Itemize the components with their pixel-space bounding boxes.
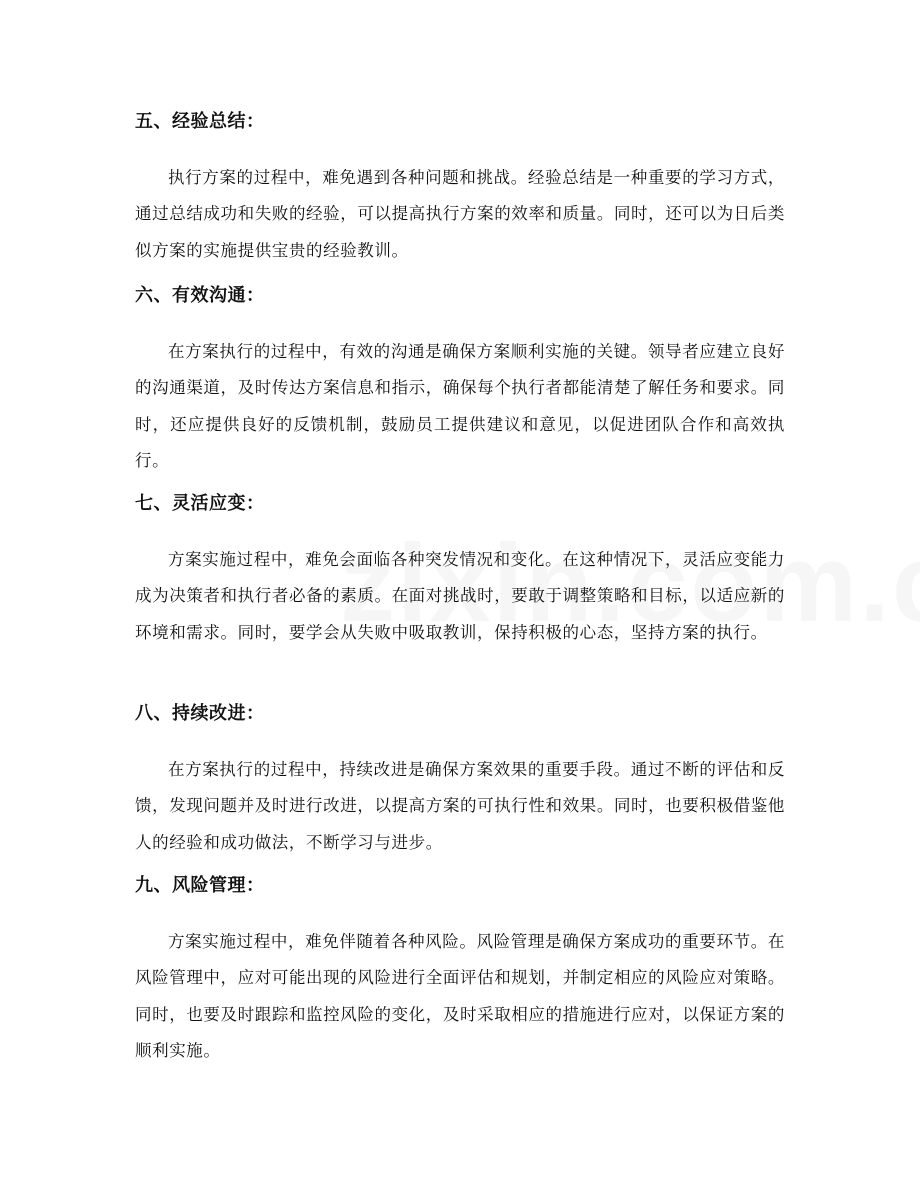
section-paragraph: 方案实施过程中，难免会面临各种突发情况和变化。在这种情况下，灵活应变能力成为决策者和执行者必备的素质。在面对挑战时，要敢于调整策略和目标，以适应新的环境和需求。同时，要学会从失败中吸取教训，保持积极的心态，坚持方案的执行。	[135, 550, 785, 642]
section-paragraph: 在方案执行的过程中，持续改进是确保方案效果的重要手段。通过不断的评估和反馈，发现问题并及时进行改进，以提高方案的可执行性和效果。同时，也要积极借鉴他人的经验和成功做法，不断学习与进步。	[135, 760, 785, 852]
section-heading: 五、经验总结：	[135, 111, 265, 132]
section-heading: 六、有效沟通：	[135, 285, 265, 306]
section-paragraph: 在方案执行的过程中，有效的沟通是确保方案顺利实施的关键。领导者应建立良好的沟通渠道，及时传达方案信息和指示，确保每个执行者都能清楚了解任务和要求。同时，还应提供良好的反馈机制，鼓励员工提供建议和意见，以促进团队合作和高效执行。	[135, 342, 785, 470]
section-heading: 九、风险管理：	[135, 875, 265, 896]
section-heading: 七、灵活应变：	[135, 493, 265, 514]
section-heading: 八、持续改进：	[135, 703, 265, 724]
section-paragraph: 执行方案的过程中，难免遇到各种问题和挑战。经验总结是一种重要的学习方式，通过总结成功和失败的经验，可以提高执行方案的效率和质量。同时，还可以为日后类似方案的实施提供宝贵的经验教训。	[135, 168, 785, 260]
section-flexible-response	[135, 494, 785, 651]
section-experience-summary	[135, 112, 785, 269]
section-continuous-improvement	[135, 704, 785, 861]
section-paragraph: 方案实施过程中，难免伴随着各种风险。风险管理是确保方案成功的重要环节。在风险管理中，应对可能出现的风险进行全面评估和规划，并制定相应的风险应对策略。同时，也要及时跟踪和监控风险的变化，及时采取相应的措施进行应对，以保证方案的顺利实施。	[135, 932, 785, 1060]
section-effective-communication	[135, 286, 785, 479]
section-risk-management	[135, 876, 785, 1069]
